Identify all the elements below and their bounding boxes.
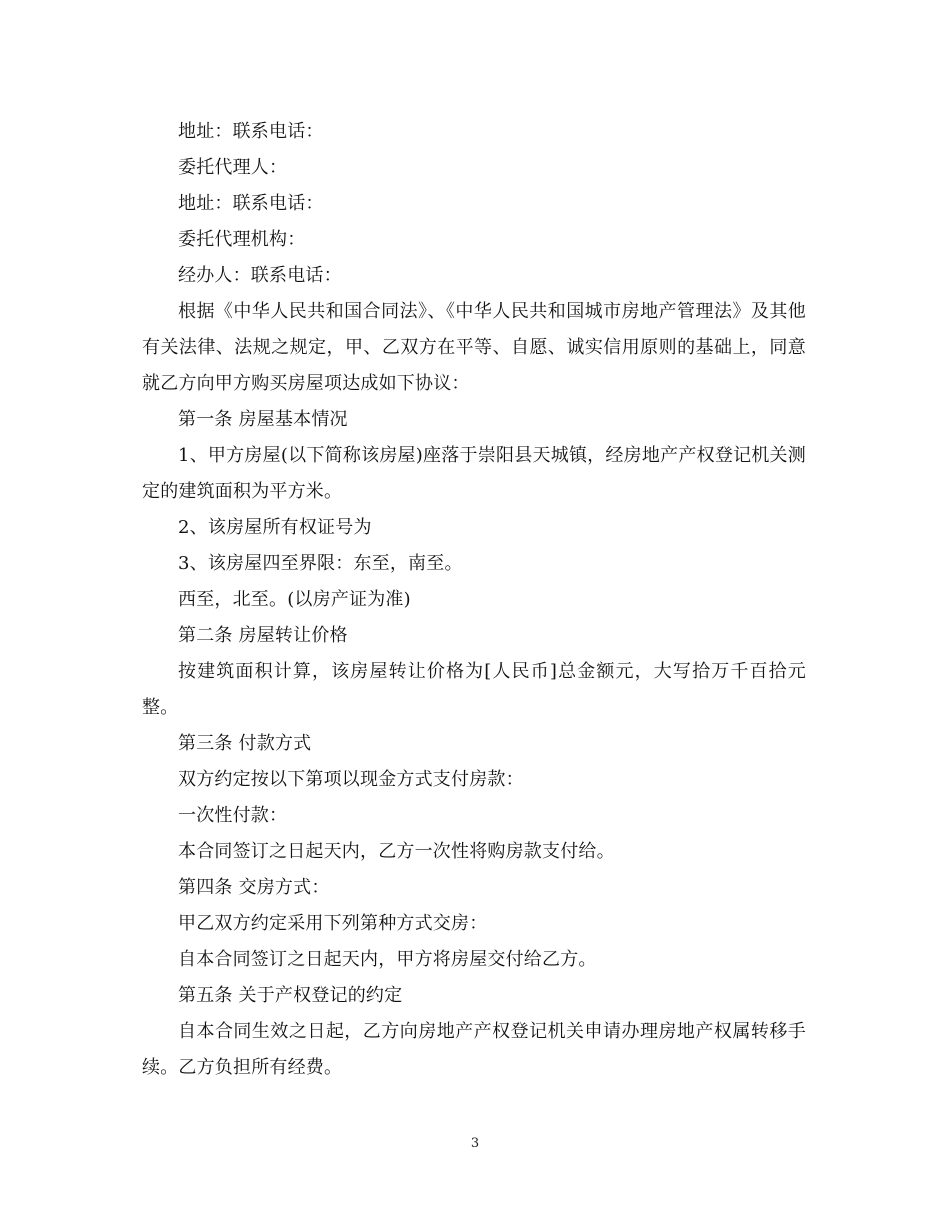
paragraph-preamble: 根据《中华人民共和国合同法》、《中华人民共和国城市房地产管理法》及其他有关法律、法规之规定，甲、乙双方在平等、自愿、诚实信用原则的基础上，同意就乙方向甲方购买房屋项达成如下协议： [142,301,806,394]
article-1-heading: 第一条 房屋基本情况 [178,409,348,430]
article-5-body: 自本合同生效之日起，乙方向房地产产权登记机关申请办理房地产权属转移手续。乙方负担所有经费。 [142,1021,806,1078]
article-4-detail: 自本合同签订之日起天内，甲方将房屋交付给乙方。 [178,949,597,970]
article-5-heading: 第五条 关于产权登记的约定 [178,985,403,1006]
paragraph-agent: 委托代理人： [178,157,288,178]
article-3-detail: 本合同签订之日起天内，乙方一次性将购房款支付给。 [178,841,615,862]
article-2-body: 按建筑面积计算，该房屋转让价格为[人民币]总金额元，大写拾万千百拾元整。 [142,661,806,718]
article-1-item-3-cont: 西至，北至。(以房产证为准) [178,589,411,610]
document-body [142,114,806,1086]
article-1-item-1: 1、甲方房屋(以下简称该房屋)座落于崇阳县天城镇，经房地产产权登记机关测定的建筑面积为平方米。 [142,445,806,502]
article-3-body: 双方约定按以下第项以现金方式支付房款： [178,769,524,790]
article-3-heading: 第三条 付款方式 [178,733,312,754]
paragraph-address-2: 地址：联系电话： [178,193,324,214]
article-4-heading: 第四条 交房方式： [178,877,330,898]
article-3-option: 一次性付款： [178,805,288,826]
page-number: 3 [470,1136,480,1151]
article-1-item-3: 3、该房屋四至界限：东至，南至。 [178,553,463,574]
paragraph-agency: 委托代理机构： [178,229,306,250]
article-4-body: 甲乙双方约定采用下列第种方式交房： [178,913,488,934]
article-1-item-2: 2、该房屋所有权证号为 [178,517,372,538]
paragraph-address-1: 地址：联系电话： [178,121,324,142]
article-2-heading: 第二条 房屋转让价格 [178,625,348,646]
paragraph-handler: 经办人：联系电话： [178,265,342,286]
